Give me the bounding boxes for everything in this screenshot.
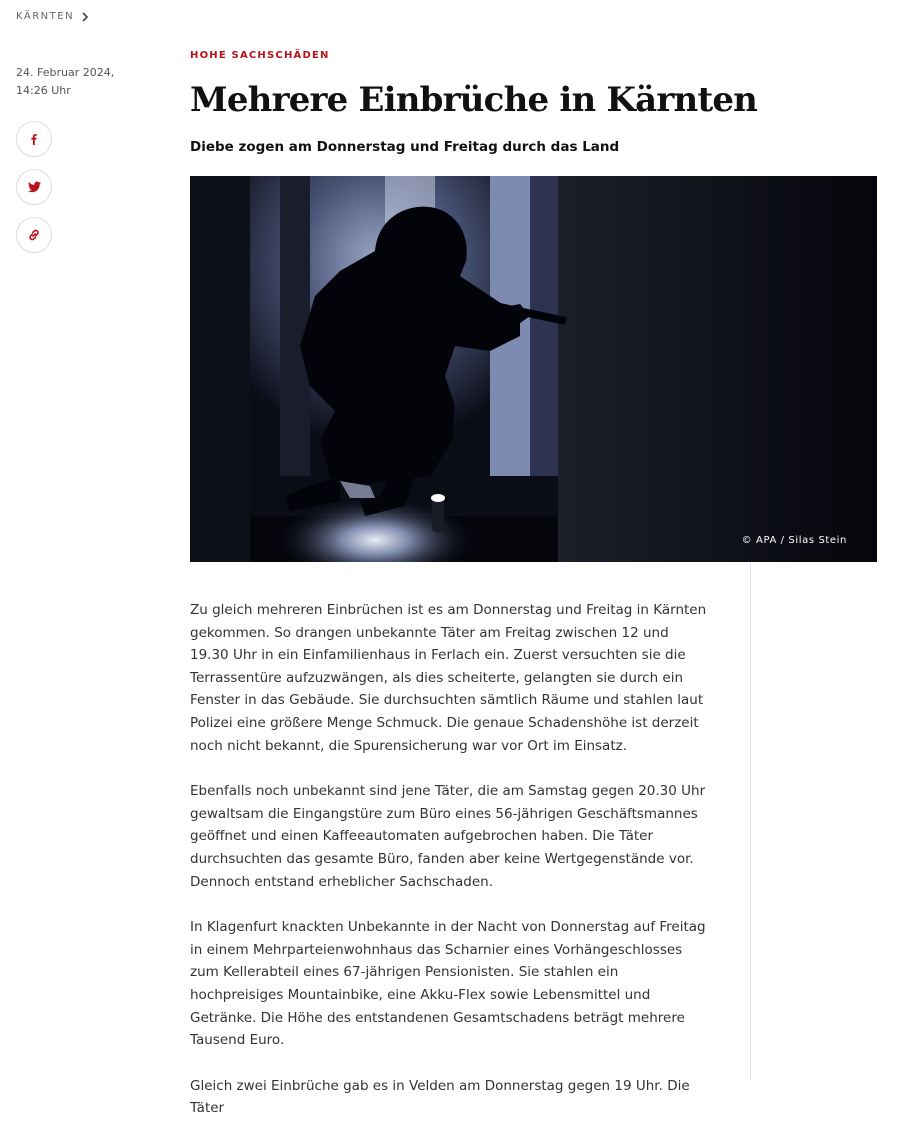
article-paragraph: In Klagenfurt knackten Unbekannte in der Nacht von Donnerstag auf Freitag in einem Mehrparteienwohnhaus das Scharnier eines Vorhängeschlosses zum Kellerabteil eines 67-jährigen Pensionisten. Sie stahlen ein hochpreisiges Mountainbike, eine Akku-Flex sowie Lebensmittel und Getränke. Die Höhe des entstandenen Gesamtschadens beträgt mehrere Tausend Euro.: [190, 919, 706, 1049]
article-kicker: HOHE SACHSCHÄDEN: [190, 50, 330, 61]
hero-image: [190, 176, 877, 562]
article-paragraph: Ebenfalls noch unbekannt sind jene Täter, die am Samstag gegen 20.30 Uhr gewaltsam die Eingangstüre zum Büro eines 56-jährigen Geschäftsmannes geöffnet und einen Kaffeeautomaten aufgebrochen haben. Die Täter durchsuchten das gesamte Büro, fanden aber keine Wertgegenstände vor. Dennoch entstand erheblicher Sachschaden.: [190, 783, 706, 890]
share-link-button[interactable]: [16, 217, 52, 253]
article-subline: Diebe zogen am Donnerstag und Freitag durch das Land: [190, 139, 620, 155]
burglar-photo: [190, 176, 877, 562]
publish-date-time: 14:26 Uhr: [16, 84, 71, 97]
link-icon: [27, 228, 41, 242]
chevron-right-icon: [80, 12, 90, 22]
image-credit: © APA / Silas Stein: [741, 535, 847, 546]
column-divider: [750, 562, 751, 1080]
share-facebook-button[interactable]: [16, 121, 52, 157]
article-headline: Mehrere Einbrüche in Kärnten: [190, 80, 758, 120]
publish-date-day: 24. Februar 2024,: [16, 66, 115, 79]
article-paragraph: Zu gleich mehreren Einbrüchen ist es am Donnerstag und Freitag in Kärnten gekommen. So drangen unbekannte Täter am Freitag zwischen 12 und 19.30 Uhr in ein Einfamilienhaus in Ferlach ein. Zuerst versuchten sie die Terrassentüre aufzuzwängen, als dies scheiterte, gelangten sie durch ein Fenster in das Gebäude. Sie durchsuchten sämtlich Räume und stahlen laut Polizei eine größere Menge Schmuck. Die genaue Schadenshöhe ist derzeit noch nicht bekannt, die Spurensicherung war vor Ort im Einsatz.: [190, 602, 707, 754]
breadcrumb-label[interactable]: KÄRNTEN: [16, 11, 75, 22]
breadcrumb[interactable]: [16, 11, 90, 22]
facebook-icon: [28, 133, 40, 145]
article-paragraph: Gleich zwei Einbrüche gab es in Velden am Donnerstag gegen 19 Uhr. Die Täter: [190, 1077, 690, 1117]
twitter-icon: [28, 181, 41, 193]
article-body: [190, 599, 710, 1143]
share-twitter-button[interactable]: [16, 169, 52, 205]
publish-date: [16, 64, 114, 100]
